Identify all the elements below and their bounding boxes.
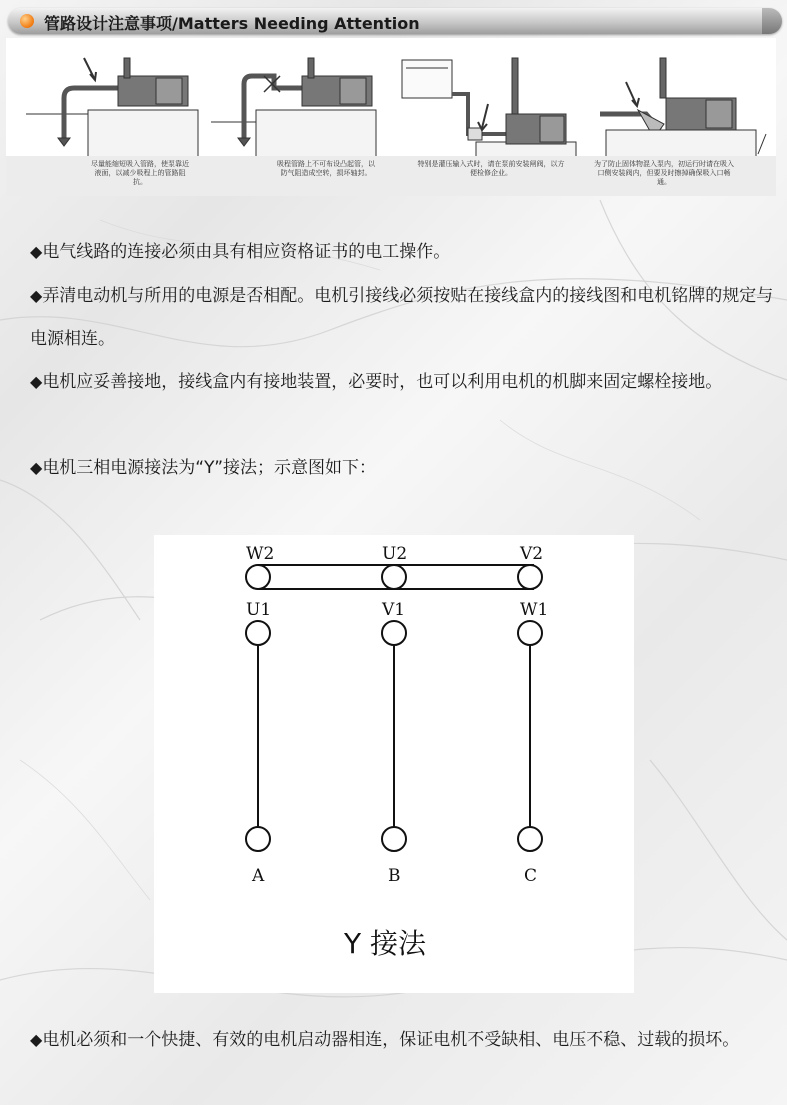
terminal-c <box>518 827 542 851</box>
terminal-b <box>382 827 406 851</box>
terminal-w2 <box>246 565 270 589</box>
label-w2: W2 <box>246 544 275 564</box>
figure-1-drawing <box>26 58 198 158</box>
diamond-bullet-icon: ◆ <box>30 458 43 477</box>
diamond-bullet-icon: ◆ <box>30 372 43 391</box>
terminal-u1 <box>246 621 270 645</box>
figure-4-drawing <box>600 58 766 158</box>
figure-2-caption: 吸程管路上不可布设凸起管，以防气阻造成空转，损坏轴封。 <box>277 160 375 177</box>
section-title: 管路设计注意事项/Matters Needing Attention <box>44 14 420 33</box>
label-v2: V2 <box>520 544 544 564</box>
figure-3-drawing <box>402 58 576 158</box>
terminal-u2 <box>382 565 406 589</box>
paragraph-power-match <box>30 274 775 361</box>
diamond-bullet-icon: ◆ <box>30 1030 43 1049</box>
terminal-v2 <box>518 565 542 589</box>
installation-diagram-panel <box>6 38 776 196</box>
caption-strip <box>6 156 776 196</box>
paragraph-text: 电机三相电源接法为“Y”接法；示意图如下： <box>42 458 377 478</box>
paragraph-electrician <box>30 230 775 274</box>
y-connection-diagram <box>154 535 634 993</box>
bullet-dot-icon <box>20 14 34 28</box>
paragraph-text: 电气线路的连接必须由具有相应资格证书的电工操作。 <box>42 242 451 262</box>
paragraph-text: 电机必须和一个快捷、有效的电机启动器相连，保证电机不受缺相、电压不稳、过载的损坏。 <box>42 1030 740 1050</box>
header-end-cap <box>762 8 782 34</box>
terminal-a <box>246 827 270 851</box>
label-c: C <box>524 866 538 886</box>
label-u2: U2 <box>382 544 408 564</box>
installation-drawings <box>6 38 776 158</box>
diagram-caption: Y 接法 <box>344 927 427 960</box>
diamond-bullet-icon: ◆ <box>30 286 43 305</box>
figure-4-caption: 为了防止固体物混入泵内，初运行时请在吸入口侧安装阀内，但要及时擦掉确保吸入口畅通。 <box>594 160 734 186</box>
paragraph-grounding <box>30 360 775 404</box>
figure-1-caption: 尽量能缩短吸入管路，使泵靠近液面，以减少吸程上的管路阻抗。 <box>91 160 189 186</box>
label-v1: V1 <box>382 600 406 620</box>
paragraph-text: 弄清电动机与所用的电源是否相配。电机引接线必须按贴在接线盒内的接线图和电机铭牌的规定与电源相连。 <box>30 286 774 349</box>
label-w1: W1 <box>520 600 549 620</box>
diamond-bullet-icon: ◆ <box>30 242 43 261</box>
figure-3-caption: 特别是灌压输入式时，请在泵前安装闸阀，以方便检修企业。 <box>417 160 565 177</box>
figure-2-drawing <box>211 58 376 158</box>
section-header <box>8 8 782 34</box>
label-b: B <box>388 866 401 886</box>
label-u1: U1 <box>246 600 272 620</box>
wiring-diagram-svg <box>154 535 634 993</box>
paragraph-starter <box>30 1018 775 1062</box>
terminal-w1 <box>518 621 542 645</box>
paragraph-text: 电机应妥善接地，接线盒内有接地装置，必要时，也可以利用电机的机脚来固定螺栓接地。 <box>42 372 723 392</box>
label-a: A <box>252 866 265 886</box>
paragraph-y-connection <box>30 446 775 490</box>
terminal-v1 <box>382 621 406 645</box>
